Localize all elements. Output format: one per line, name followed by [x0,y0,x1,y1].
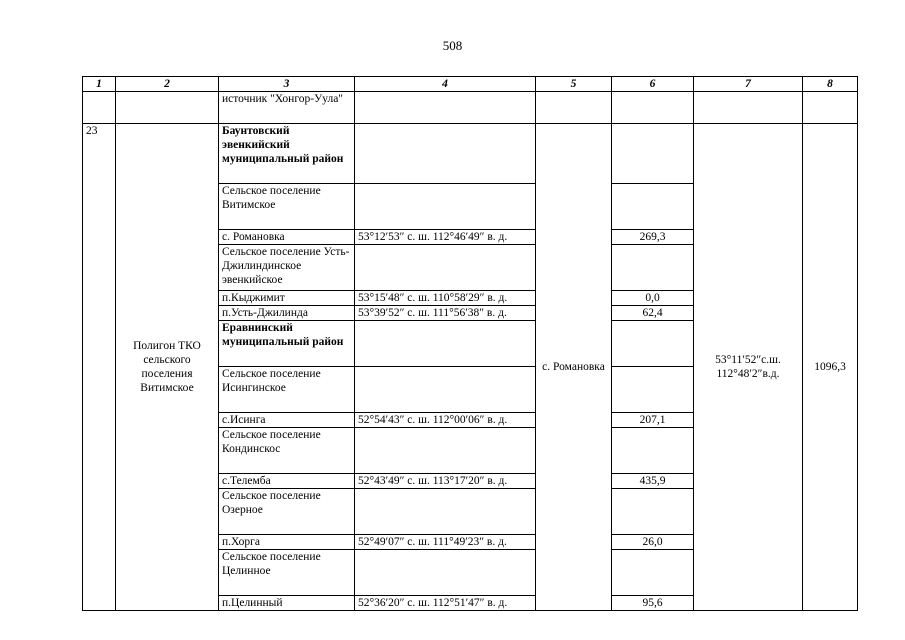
locality: с. Романовка [536,124,612,611]
header-col-7: 7 [694,77,803,92]
settlement-coordinates [355,489,536,535]
distance-value: 435,9 [612,474,694,489]
table-row [83,124,858,184]
settlement-coordinates [355,245,536,291]
header-row [83,77,858,92]
settlement-coordinates: 52°49′07″ с. ш. 111°49′23″ в. д. [355,535,536,550]
distance-value [612,550,694,596]
settlement-name: Сельское поселение Исингинское [219,367,355,413]
settlement-coordinates [355,367,536,413]
settlement-coordinates: 52°54′43″ с. ш. 112°00′06″ в. д. [355,413,536,428]
distance-value [612,321,694,367]
continuation-row [83,92,858,124]
object-coordinates [694,124,803,611]
settlement-name: с. Романовка [219,230,355,245]
distance-value: 269,3 [612,230,694,245]
settlement-coordinates: 53°15′48″ с. ш. 110°58′29″ в. д. [355,291,536,306]
settlement-name: Сельское поселение Витимское [219,184,355,230]
area-value: 1096,3 [803,124,858,611]
settlement-name: п.Хорга [219,535,355,550]
header-col-2: 2 [116,77,219,92]
header-col-8: 8 [803,77,858,92]
settlement-name: Еравнинский муниципальный район [219,321,355,367]
header-col-4: 4 [355,77,536,92]
header-col-1: 1 [83,77,116,92]
distance-value [612,124,694,184]
settlement-coordinates: 53°12′53″ с. ш. 112°46′49″ в. д. [355,230,536,245]
settlement-name: Баунтовский эвенкийский муниципальный район [219,124,355,184]
continuation-text: источник "Хонгор-Уула" [219,92,355,124]
settlement-coordinates [355,184,536,230]
settlement-name: Сельское поселение Усть-Джилиндинское эвенкийское [219,245,355,291]
settlement-coordinates: 52°43′49″ с. ш. 113°17′20″ в. д. [355,474,536,489]
settlement-name: с.Телемба [219,474,355,489]
object-longitude: 112°48′2″в.д. [716,368,780,380]
distance-value: 207,1 [612,413,694,428]
distance-value: 62,4 [612,306,694,321]
distance-value [612,245,694,291]
settlement-coordinates [355,550,536,596]
settlement-coordinates: 53°39′52″ с. ш. 111°56′38″ в. д. [355,306,536,321]
settlement-name: п.Целинный [219,596,355,611]
object-name: Полигон ТКО сельского поселения Витимское [116,124,219,611]
settlement-name: Сельское поселение Озерное [219,489,355,535]
settlement-coordinates [355,428,536,474]
distance-value [612,184,694,230]
distance-value [612,489,694,535]
settlement-name: п.Кыджимит [219,291,355,306]
distance-value: 26,0 [612,535,694,550]
settlement-coordinates: 52°36′20″ с. ш. 112°51′47″ в. д. [355,596,536,611]
settlement-name: с.Исинга [219,413,355,428]
record-number: 23 [83,124,116,611]
settlement-coordinates [355,321,536,367]
header-col-3: 3 [219,77,355,92]
distance-value [612,428,694,474]
page-number: 508 [442,38,463,53]
object-latitude: 53°11′52″с.ш. [715,354,781,366]
settlement-coordinates [355,124,536,184]
distance-value: 0,0 [612,291,694,306]
settlement-name: Сельское поселение Целинное [219,550,355,596]
settlement-name: Сельское поселение Кондинскос [219,428,355,474]
data-table [82,76,858,611]
distance-value [612,367,694,413]
header-col-5: 5 [536,77,612,92]
settlement-name: п.Усть-Джилинда [219,306,355,321]
header-col-6: 6 [612,77,694,92]
distance-value: 95,6 [612,596,694,611]
